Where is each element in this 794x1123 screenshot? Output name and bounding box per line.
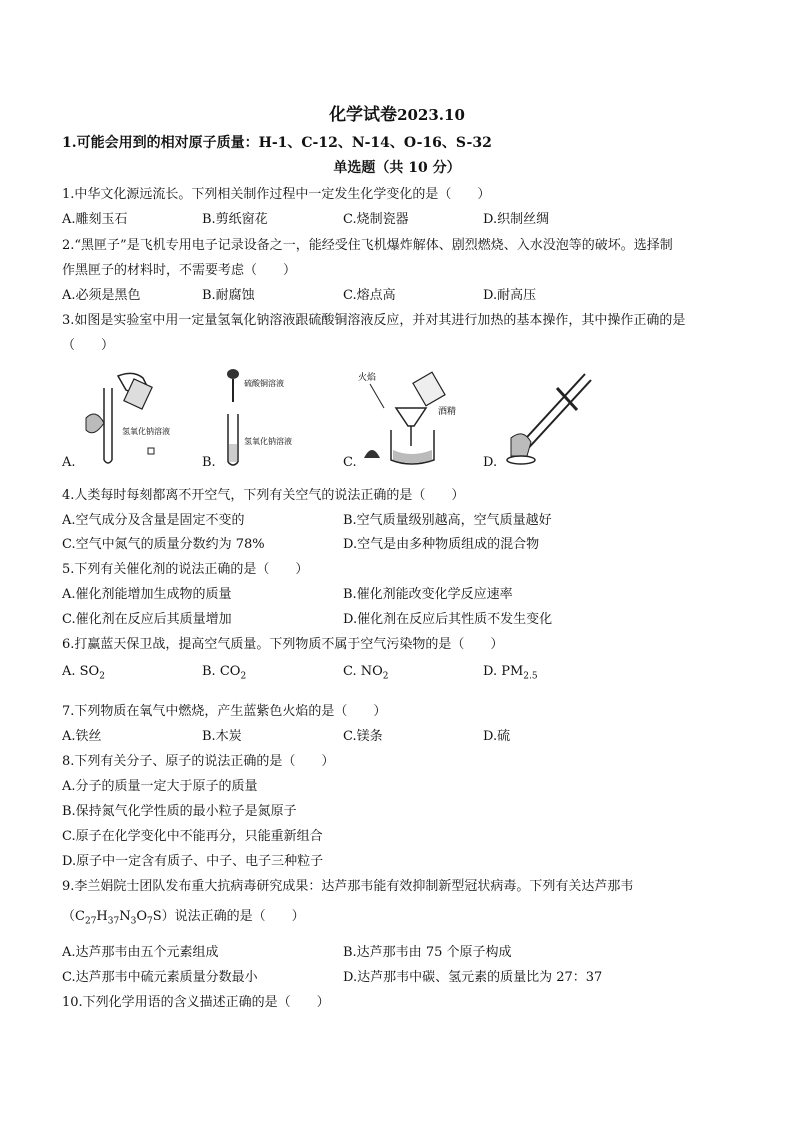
q9-stem-line1: 9.李兰娟院士团队发布重大抗病毒研究成果：达芦那韦能有效抑制新型冠状病毒。下列有关达芦那韦 (62, 879, 634, 894)
q5-option-d: D.催化剂在反应后其性质不发生变化 (343, 612, 553, 627)
title-text: 化学试卷 (329, 105, 398, 125)
q4-option-a: A.空气成分及含量是固定不变的 (62, 513, 245, 528)
q8-option-a: A.分子的质量一定大于原子的质量 (62, 779, 258, 794)
q9-option-c: C.达芦那韦中硫元素质量分数最小 (62, 970, 258, 985)
q7-option-c: C.镁条 (343, 729, 383, 744)
q7-option-d: D.硫 (483, 729, 511, 744)
q3-stem-line2: （ ） (62, 338, 115, 353)
q4-option-d: D.空气是由多种物质组成的混合物 (343, 537, 540, 552)
figure-c-label-alcohol: 酒精 (438, 407, 457, 417)
q3-option-b: B. (202, 455, 216, 470)
q4-option-c: C.空气中氮气的质量分数约为 78% (62, 537, 265, 552)
q2-option-c: C.熔点高 (343, 288, 396, 303)
q1-option-a: A.雕刻玉石 (62, 212, 128, 227)
q2-option-d: D.耐高压 (483, 288, 537, 303)
q9-stem-line2: $(C_{27}H_{37}N_3O_7S)$说法正确的是（ ） (62, 909, 305, 927)
q3-option-d: D. (483, 455, 498, 470)
q8-option-b: B.保持氮气化学性质的最小粒子是氮原子 (62, 804, 297, 819)
q6-stem: 6.打赢蓝天保卫战，提高空气质量。下列物质不属于空气污染物的是（ ） (62, 637, 504, 652)
q6-option-b: B. $CO_2$ (202, 664, 247, 682)
q3-stem-line1: 3.如图是实验室中用一定量氢氧化钠溶液跟硫酸铜溶液反应，并对其进行加热的基本操作，其中操作正确的是 (62, 313, 686, 328)
figure-b-label-top: 硫酸铜溶液 (244, 379, 284, 388)
q6-option-c: C. $NO_2$ (343, 664, 389, 682)
q8-stem: 8.下列有关分子、原子的说法正确的是（ ） (62, 754, 335, 769)
figure-a-label: 氢氧化钠溶液 (122, 427, 170, 436)
figure-b-label-bottom: 氢氧化钠溶液 (244, 437, 292, 446)
q6-option-d: D. $PM_{2.5}$ (483, 664, 538, 682)
q1-option-b: B.剪纸窗花 (202, 212, 268, 227)
q6-option-a: A. $SO_2$ (62, 664, 105, 682)
q7-option-b: B.木炭 (202, 729, 242, 744)
q8-option-d: D.原子中一定含有质子、中子、电子三种粒子 (62, 854, 324, 869)
figure-c-filter (356, 368, 466, 468)
q4-stem: 4.人类每时每刻都离不开空气，下列有关空气的说法正确的是（ ） (62, 488, 465, 503)
figure-b-dropper (218, 368, 308, 468)
q5-option-b: B.催化剂能改变化学反应速率 (343, 587, 513, 602)
q5-option-c: C.催化剂在反应后其质量增加 (62, 612, 232, 627)
title-year: 2023.10 (397, 106, 465, 124)
section-heading: 单选题（共 10 分） (333, 160, 461, 176)
q2-option-b: B.耐腐蚀 (202, 288, 255, 303)
q1-stem: 1.中华文化源远流长。下列相关制作过程中一定发生化学变化的是（ ） (62, 187, 491, 202)
q7-stem: 7.下列物质在氧气中燃烧，产生蓝紫色火焰的是（ ） (62, 704, 387, 719)
figure-a-pouring (78, 368, 178, 468)
q3-option-c: C. (343, 455, 357, 470)
q1-option-d: D.织制丝绸 (483, 212, 550, 227)
q7-option-a: A.铁丝 (62, 729, 102, 744)
q2-stem-line1: 2.“黑匣子”是飞机专用电子记录设备之一，能经受住飞机爆炸解体、剧烈燃烧、入水没泡等的破坏。选择制 (62, 238, 673, 253)
q4-option-b: B.空气质量级别越高，空气质量越好 (343, 513, 552, 528)
q8-option-c: C.原子在化学变化中不能再分，只能重新组合 (62, 829, 323, 844)
q2-stem-line2: 作黑匣子的材料时，不需要考虑（ ） (62, 263, 297, 278)
q9-option-a: A.达芦那韦由五个元素组成 (62, 945, 219, 960)
figure-d-heating (497, 368, 597, 468)
atomic-mass-note: 1.可能会用到的相对原子质量：H-1、C-12、N-14、O-16、S-32 (62, 135, 492, 151)
q3-option-a: A. (62, 455, 76, 470)
q5-option-a: A.催化剂能增加生成物的质量 (62, 587, 232, 602)
q1-option-c: C.烧制瓷器 (343, 212, 409, 227)
q2-option-a: A.必须是黑色 (62, 288, 141, 303)
q9-option-b: B.达芦那韦由 75 个原子构成 (343, 945, 512, 960)
page-title (0, 100, 794, 125)
figure-c-label-flame: 火焰 (358, 373, 377, 383)
q9-option-d: D.达芦那韦中碳、氢元素的质量比为 27：37 (343, 970, 603, 985)
q5-stem: 5.下列有关催化剂的说法正确的是（ ） (62, 562, 309, 577)
q10-stem: 10.下列化学用语的含义描述正确的是（ ） (62, 995, 330, 1010)
